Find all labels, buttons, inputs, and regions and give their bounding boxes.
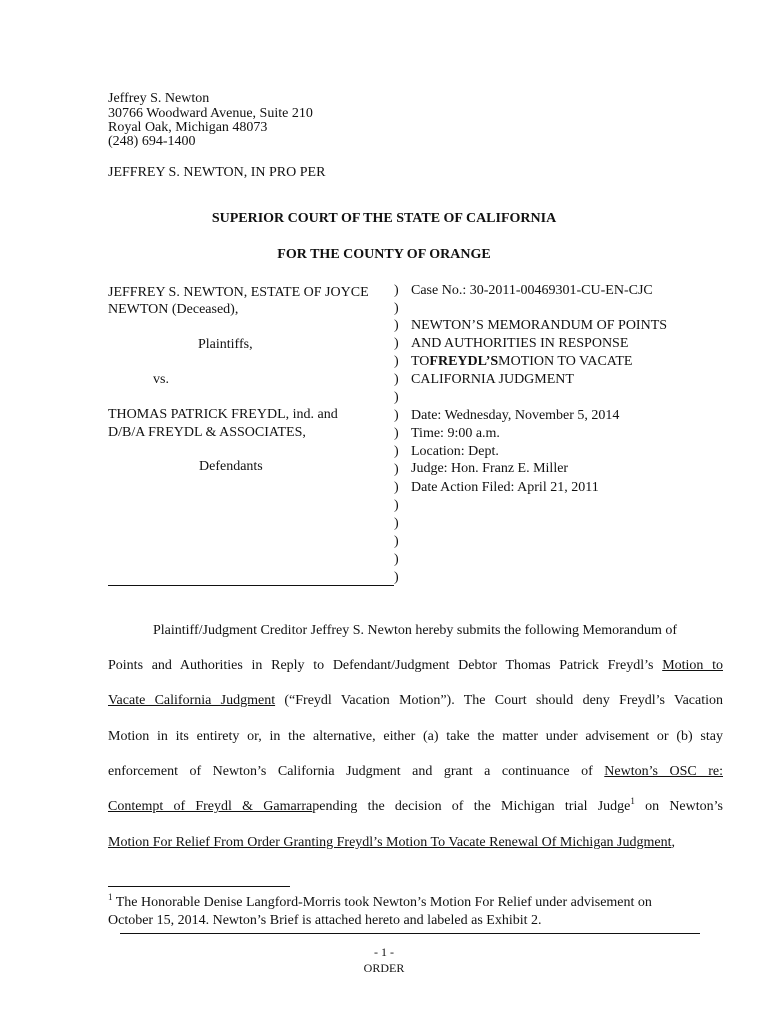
caption-paren: )	[394, 336, 399, 351]
doc-title-line1: NEWTON’S MEMORANDUM OF POINTS	[411, 318, 668, 333]
motion-link-start: Motion to	[662, 658, 723, 673]
footer-label: ORDER	[363, 961, 405, 975]
counsel-capacity: JEFFREY S. NEWTON, IN PRO PER	[108, 165, 326, 180]
body-line-6-text: pending the decision of the Michigan trial Judge	[312, 799, 631, 814]
hearing-location: Location: Dept.	[411, 444, 499, 459]
caption-paren: )	[394, 354, 399, 369]
caption-paren: )	[394, 570, 399, 585]
court-name: SUPERIOR COURT OF THE STATE OF CALIFORNIA	[211, 211, 557, 226]
doc-title-line3	[411, 355, 632, 369]
caption-paren: )	[394, 552, 399, 567]
defendant-line1: THOMAS PATRICK FREYDL, ind. and	[108, 407, 338, 422]
defendants-label: Defendants	[199, 459, 263, 474]
caption-paren: )	[394, 426, 399, 441]
doc-title-line2: AND AUTHORITIES IN RESPONSE	[411, 336, 629, 351]
body-line-7-end: ,	[671, 835, 675, 850]
footnote-text-1: The Honorable Denise Langford-Morris took Newton’s Motion For Relief under advisement on	[112, 895, 652, 910]
doc-title-line3-motion: MOTION TO VACATE	[498, 354, 633, 369]
hearing-time: Time: 9:00 a.m.	[411, 426, 500, 441]
body-line-6	[108, 796, 723, 814]
caption-paren: )	[394, 498, 399, 513]
case-number: Case No.: 30-2011-00469301-CU-EN-CJC	[411, 283, 653, 298]
hearing-judge: Judge: Hon. Franz E. Miller	[411, 461, 569, 476]
counsel-address-line2: Royal Oak, Michigan 48073	[108, 120, 268, 135]
versus-label: vs.	[153, 372, 169, 387]
body-line-2-text: Points and Authorities in Reply to Defendant/Judgment Debtor Thomas Patrick Freydl’s	[108, 658, 663, 673]
caption-paren: )	[394, 462, 399, 477]
plaintiff-line1: JEFFREY S. NEWTON, ESTATE OF JOYCE	[108, 285, 369, 300]
footnote-marker: 1	[108, 892, 113, 902]
footer-rule	[120, 933, 700, 934]
hearing-date: Date: Wednesday, November 5, 2014	[411, 408, 620, 423]
body-line-4: Motion in its entirety or, in the alternative, either (a) take the matter under advisement or (b) stay	[108, 729, 723, 744]
plaintiff-line2: NEWTON (Deceased),	[108, 302, 239, 317]
osc-link-end: Contempt of Freydl & Gamarra	[108, 799, 313, 814]
doc-title-line3-freydl: FREYDL’S	[429, 354, 499, 369]
doc-title-line4: CALIFORNIA JUDGMENT	[411, 372, 574, 387]
doc-title-line3-to: TO	[411, 354, 430, 369]
body-line-6-end: on Newton’s	[634, 799, 723, 814]
court-county: FOR THE COUNTY OF ORANGE	[277, 247, 491, 262]
osc-link-start: Newton’s OSC re:	[604, 764, 723, 779]
caption-paren: )	[394, 283, 399, 298]
body-line-5-text: enforcement of Newton’s California Judgment and grant a continuance of	[108, 764, 605, 779]
footnote-separator	[108, 886, 290, 887]
defendant-line2: D/B/A FREYDL & ASSOCIATES,	[108, 425, 306, 440]
caption-paren: )	[394, 534, 399, 549]
body-line-5	[108, 765, 723, 779]
caption-bottom-rule	[108, 585, 394, 586]
body-line-3-text: (“Freydl Vacation Motion”). The Court should deny Freydl’s Vacation	[275, 693, 723, 708]
counsel-phone: (248) 694-1400	[108, 134, 196, 149]
body-line-7	[108, 836, 723, 850]
caption-paren: )	[394, 318, 399, 333]
caption-paren: )	[394, 408, 399, 423]
caption-paren: )	[394, 444, 399, 459]
plaintiffs-label: Plaintiffs,	[198, 337, 253, 352]
relief-motion-link: Motion For Relief From Order Granting Freydl’s Motion To Vacate Renewal Of Michigan Judgment	[108, 835, 672, 850]
body-line-2	[108, 659, 723, 673]
caption-paren: )	[394, 372, 399, 387]
footnote-reference: 1	[630, 796, 635, 806]
caption-paren: )	[394, 516, 399, 531]
caption-paren: )	[394, 301, 399, 316]
footnote-line2: October 15, 2014. Newton’s Brief is attached hereto and labeled as Exhibit 2.	[108, 913, 542, 928]
caption-paren: )	[394, 480, 399, 495]
motion-link-end: Vacate California Judgment	[108, 693, 276, 708]
action-filed-date: Date Action Filed: April 21, 2011	[411, 480, 599, 495]
body-line-1: Plaintiff/Judgment Creditor Jeffrey S. Newton hereby submits the following Memorandum of	[153, 623, 678, 638]
caption-paren: )	[394, 390, 399, 405]
counsel-name: Jeffrey S. Newton	[108, 91, 210, 106]
footnote-line1	[108, 892, 723, 910]
counsel-address-line1: 30766 Woodward Avenue, Suite 210	[108, 106, 313, 121]
page-number: - 1 -	[374, 945, 394, 959]
body-line-3	[108, 694, 723, 708]
